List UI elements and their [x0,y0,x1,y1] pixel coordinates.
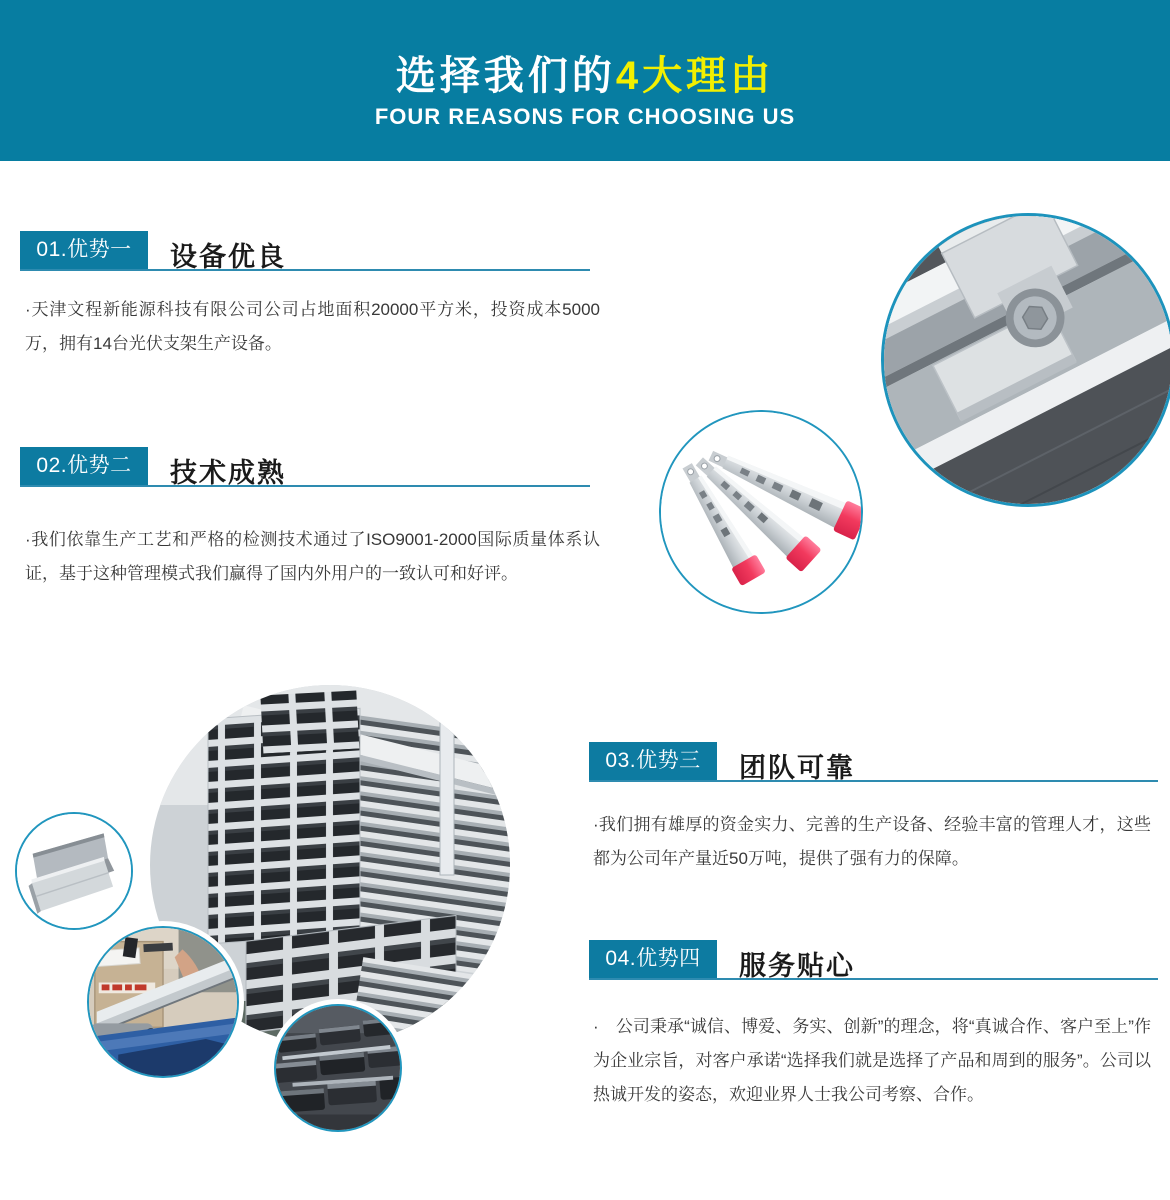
production-line-photo [89,928,237,1076]
page-title-main: 选择我们的 [395,54,616,98]
solar-clamp-photo [884,216,1170,504]
section-underline [20,269,590,271]
stacked-dark-steel-photo [276,1006,400,1130]
section-title: 技术成熟 [170,458,286,488]
brackets-photo-circle [659,410,863,614]
section-underline [589,978,1158,980]
section-number-badge: 03.优势三 [589,742,717,780]
section-number-badge: 02.优势二 [20,447,148,485]
section-body: ·我们依靠生产工艺和严格的检测技术通过了ISO9001-2000国际质量体系认证，基于这种管理模式我们赢得了国内外用户的一致认可和好评。 [25,530,600,583]
dark-steel-photo-circle [274,1004,402,1132]
u-channel-steel-photo [17,814,131,928]
page-title-accent: 4大理由 [615,54,775,98]
section-number-badge: 01.优势一 [20,231,148,269]
section-title: 设备优良 [170,242,286,272]
section-body: ·我们拥有雄厚的资金实力、完善的生产设备、经验丰富的管理人才，这些都为公司年产量近50万吨，提供了强有力的保障。 [593,815,1151,868]
brackets-red-caps-photo [661,412,861,612]
solar-clamp-photo-circle [881,213,1170,507]
section-underline [20,485,590,487]
section-title: 团队可靠 [739,753,855,783]
section-body: ·天津文程新能源科技有限公司公司占地面积20000平方米，投资成本5000万，拥有14台光伏支架生产设备。 [25,300,600,353]
section-title: 服务贴心 [739,951,855,981]
section-underline [589,780,1158,782]
page-subtitle: FOUR REASONS FOR CHOOSING US [374,104,796,129]
factory-machine-photo-circle [87,926,239,1078]
section-number-badge: 04.优势四 [589,940,717,978]
u-channel-photo-circle [15,812,133,930]
section-body: · 公司秉承“诚信、博爱、务实、创新”的理念，将“真诚合作、客户至上”作为企业宗旨，对客户承诺“选择我们就是选择了产品和周到的服务”。公司以热诚开发的姿态，欢迎业界人士我公司考察、合作。 [593,1017,1151,1104]
page-title [0,44,1170,101]
banner [0,0,1170,161]
